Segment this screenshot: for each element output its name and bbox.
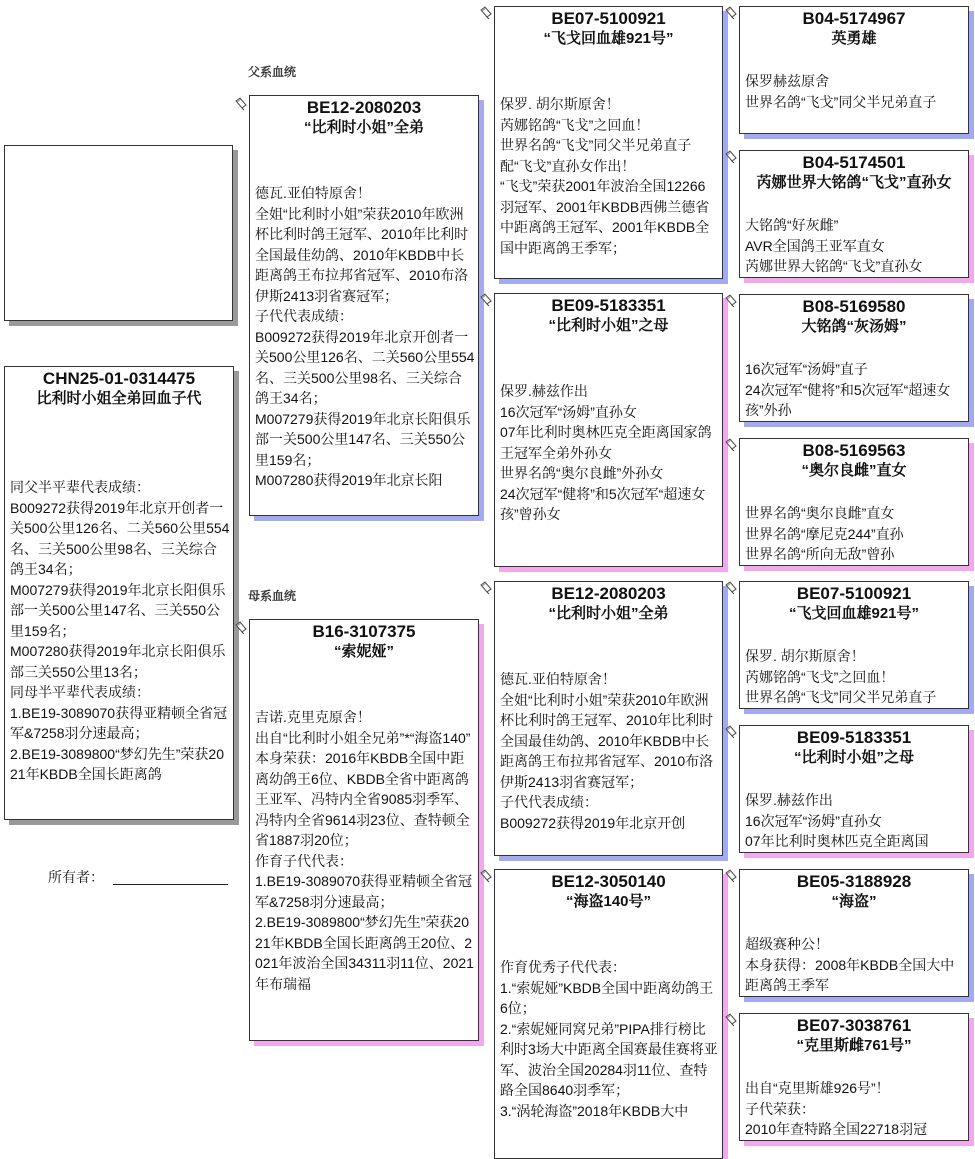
pigeon-description: 世界名鸽“奥尔良雌”直女 世界名鸽“摩尼克244”直孙 世界名鸽“所向无敌”曾孙 [745, 505, 904, 562]
ring-number: B04-5174501 [802, 153, 906, 172]
pigeon-name: “海盗” [831, 893, 877, 910]
ring-number: BE09-5183351 [796, 728, 912, 747]
ring-number: B08-5169580 [802, 297, 906, 316]
pigeon-description: 超级赛种公！ 本身获得：2008年KBDB全国大中距离鸽王季军 [745, 936, 955, 993]
pushpin-icon[interactable] [479, 581, 493, 595]
gen4-card[interactable] [739, 1013, 969, 1141]
pushpin-icon[interactable] [724, 1013, 738, 1027]
pushpin-icon[interactable] [724, 725, 738, 739]
gen3-card[interactable] [494, 6, 723, 279]
gen3-card[interactable] [494, 869, 723, 1159]
pigeon-description: 大铭鸽“好灰雌” AVR全国鸽王亚军直女 芮娜世界大铭鸽“飞戈”直孙女 [745, 217, 923, 274]
pigeon-name: 大铭鸽“灰汤姆” [801, 318, 907, 335]
subject-name: 比利时小姐全弟回血子代 [36, 390, 202, 407]
photo-placeholder [4, 145, 233, 321]
ring-number: BE12-2080203 [551, 584, 666, 603]
pushpin-icon[interactable] [724, 438, 738, 452]
sire-name: “比利时小姐”全弟 [303, 119, 424, 136]
sire-description: 德瓦.亚伯特原舍！ 全姐“比利时小姐”荣获2010年欧洲杯比利时鸽王冠军、2010年比利时全国最佳幼鸽、2010年KBDB中长距离鸽王布拉邦省冠军、2010布洛伊斯2413羽省赛冠军； 子代代表成绩： B009272获得2019年北京开创者一关500公里126名、二关560公里554名、三关500公里98名、三关综合鸽王34名； M007279获得2019年北京长阳俱乐部一关500公里147名、三关550公里159名； M007280获得2019年北京长阳 [255, 185, 475, 488]
pigeon-name: “比利时小姐”之母 [548, 317, 669, 334]
owner-field[interactable] [113, 884, 228, 885]
dam-description: 吉诺.克里克原舍！ 出自“比利时小姐全兄弟”*“海盗140” 本身荣获：2016年KBDB全国中距离幼鸽王6位、KBDB全省中距离鸽王亚军、冯特内全省9085羽季军、冯特内全省9614羽23位、查特顿全省1887羽20位； 作育子代代表： 1.BE19-3089070获得亚精顿全省冠军&7258羽分速最高； 2.BE19-3089800“梦幻先生”荣获2021年KBDB全国长距离鸽王20位、2021年波治全国34311羽11位、2021年布瑞福 [255, 709, 474, 992]
pigeon-description: 德瓦.亚伯特原舍！ 全姐“比利时小姐”荣获2010年欧洲杯比利时鸽王冠军、2010年比利时全国最佳幼鸽、2010年KBDB中长距离鸽王布拉邦省冠军、2010布洛伊斯2413羽省赛冠军； 子代代表成绩： B009272获得2019年北京开创 [500, 671, 714, 831]
ring-number: BE12-3050140 [551, 872, 666, 891]
pigeon-description: 保罗. 胡尔斯原舍！ 芮娜铭鸽“飞戈”之回血！ 世界名鸽“飞戈”同父半兄弟直子 [745, 648, 937, 705]
pigeon-name: 英勇雄 [831, 30, 877, 47]
gen4-card[interactable] [739, 438, 969, 566]
gen4-card[interactable] [739, 294, 969, 422]
pushpin-icon[interactable] [479, 6, 493, 20]
subject-description: 同父半平辈代表成绩： B009272获得2019年北京开创者一关500公里126名、二关560公里554名、三关500公里98名、三关综合鸽王34名； M007279获得2019年北京长阳俱乐部一关500公里147名、三关550公里159名； M007280获得2019年北京长阳俱乐部三关550公里13名； 同母半平辈代表成绩： 1.BE19-3089070获得亚精顿全省冠军&7258羽分速最高； 2.BE19-3089800“梦幻先生”荣获2021年KBDB全国长距离鸽 [10, 479, 230, 782]
subject-ring-number: CHN25-01-0314475 [42, 369, 196, 388]
pigeon-description: 出自“克里斯雄926号”！ 子代荣获： 2010年查特路全国22718羽冠 [745, 1080, 928, 1137]
sire-ring-number: BE12-2080203 [306, 98, 422, 117]
pigeon-description: 作育优秀子代代表： 1.“索妮娅”KBDB全国中距离幼鸽王6位； 2.“索妮娅同窝兄弟”PIPA排行榜比利时3场大中距离全国赛最佳赛将亚军、波治全国20284羽11位、查特路全国8640羽季军； 3.“涡轮海盗”2018年KBDB大中 [500, 959, 718, 1119]
pushpin-icon[interactable] [724, 581, 738, 595]
pigeon-name: 芮娜世界大铭鸽“飞戈”直孙女 [756, 174, 952, 191]
pushpin-icon[interactable] [724, 150, 738, 164]
gen3-card[interactable] [494, 293, 723, 567]
pushpin-icon[interactable] [724, 869, 738, 883]
pigeon-name: “飞戈回血雄921号” [788, 605, 920, 622]
ring-number: BE07-3038761 [796, 1016, 912, 1035]
pushpin-icon[interactable] [724, 294, 738, 308]
ring-number: BE07-5100921 [551, 9, 666, 28]
pigeon-description: 保罗. 胡尔斯原舍！ 芮娜铭鸽“飞戈”之回血！ 世界名鸽“飞戈”同父半兄弟直子配“飞戈”直孙女作出！ “飞戈”荣获2001年波治全国12266羽冠军、2001年KBDB西佛兰德省中距离鸽王冠军、2001年KBDB全国中距离鸽王季军； [500, 96, 710, 256]
dam-card[interactable] [249, 619, 479, 1041]
pushpin-icon[interactable] [479, 869, 493, 883]
pigeon-description: 保罗.赫兹作出 16次冠军“汤姆”直孙女 07年比利时奥林匹克全距离国 [745, 792, 929, 849]
pigeon-name: “比利时小姐”之母 [793, 749, 914, 766]
ring-number: BE09-5183351 [551, 296, 666, 315]
dam-section-label: 母系血统 [248, 589, 297, 603]
ring-number: B08-5169563 [802, 441, 906, 460]
owner-label: 所有者： [48, 869, 104, 885]
dam-name: “索妮娅” [333, 643, 394, 660]
gen4-card[interactable] [739, 150, 969, 278]
pigeon-description: 保罗赫兹原舍 世界名鸽“飞戈”同父半兄弟直子 [745, 73, 937, 110]
gen4-card[interactable] [739, 581, 969, 709]
ring-number: BE05-3188928 [796, 872, 912, 891]
sire-section-label: 父系血统 [248, 65, 297, 79]
sire-card[interactable] [249, 95, 479, 516]
pigeon-name: “飞戈回血雄921号” [543, 30, 674, 47]
gen4-card[interactable] [739, 725, 969, 853]
pigeon-name: “比利时小姐”全弟 [548, 605, 669, 622]
gen3-card[interactable] [494, 581, 723, 856]
pigeon-name: “奥尔良雌”直女 [801, 462, 907, 479]
pigeon-name: “海盗140号” [565, 893, 652, 910]
pigeon-name: “克里斯雌761号” [796, 1037, 912, 1054]
ring-number: B04-5174967 [802, 9, 906, 28]
gen4-card[interactable] [739, 6, 969, 134]
subject-card[interactable] [4, 366, 234, 820]
pushpin-icon[interactable] [724, 6, 738, 20]
pushpin-icon[interactable] [234, 621, 248, 635]
pushpin-icon[interactable] [234, 97, 248, 111]
pigeon-description: 16次冠军“汤姆”直子 24次冠军“健将”和5次冠军“超速女孩”外孙 [745, 361, 951, 418]
pushpin-icon[interactable] [479, 293, 493, 307]
dam-ring-number: B16-3107375 [312, 622, 416, 641]
gen4-card[interactable] [739, 869, 969, 997]
ring-number: BE07-5100921 [796, 584, 912, 603]
pigeon-description: 保罗.赫兹作出 16次冠军“汤姆”直孙女 07年比利时奥林匹克全距离国家鸽王冠军全弟外孙女 世界名鸽“奥尔良雌”外孙女 24次冠军“健将”和5次冠军“超速女孩”曾孙女 [500, 383, 712, 522]
